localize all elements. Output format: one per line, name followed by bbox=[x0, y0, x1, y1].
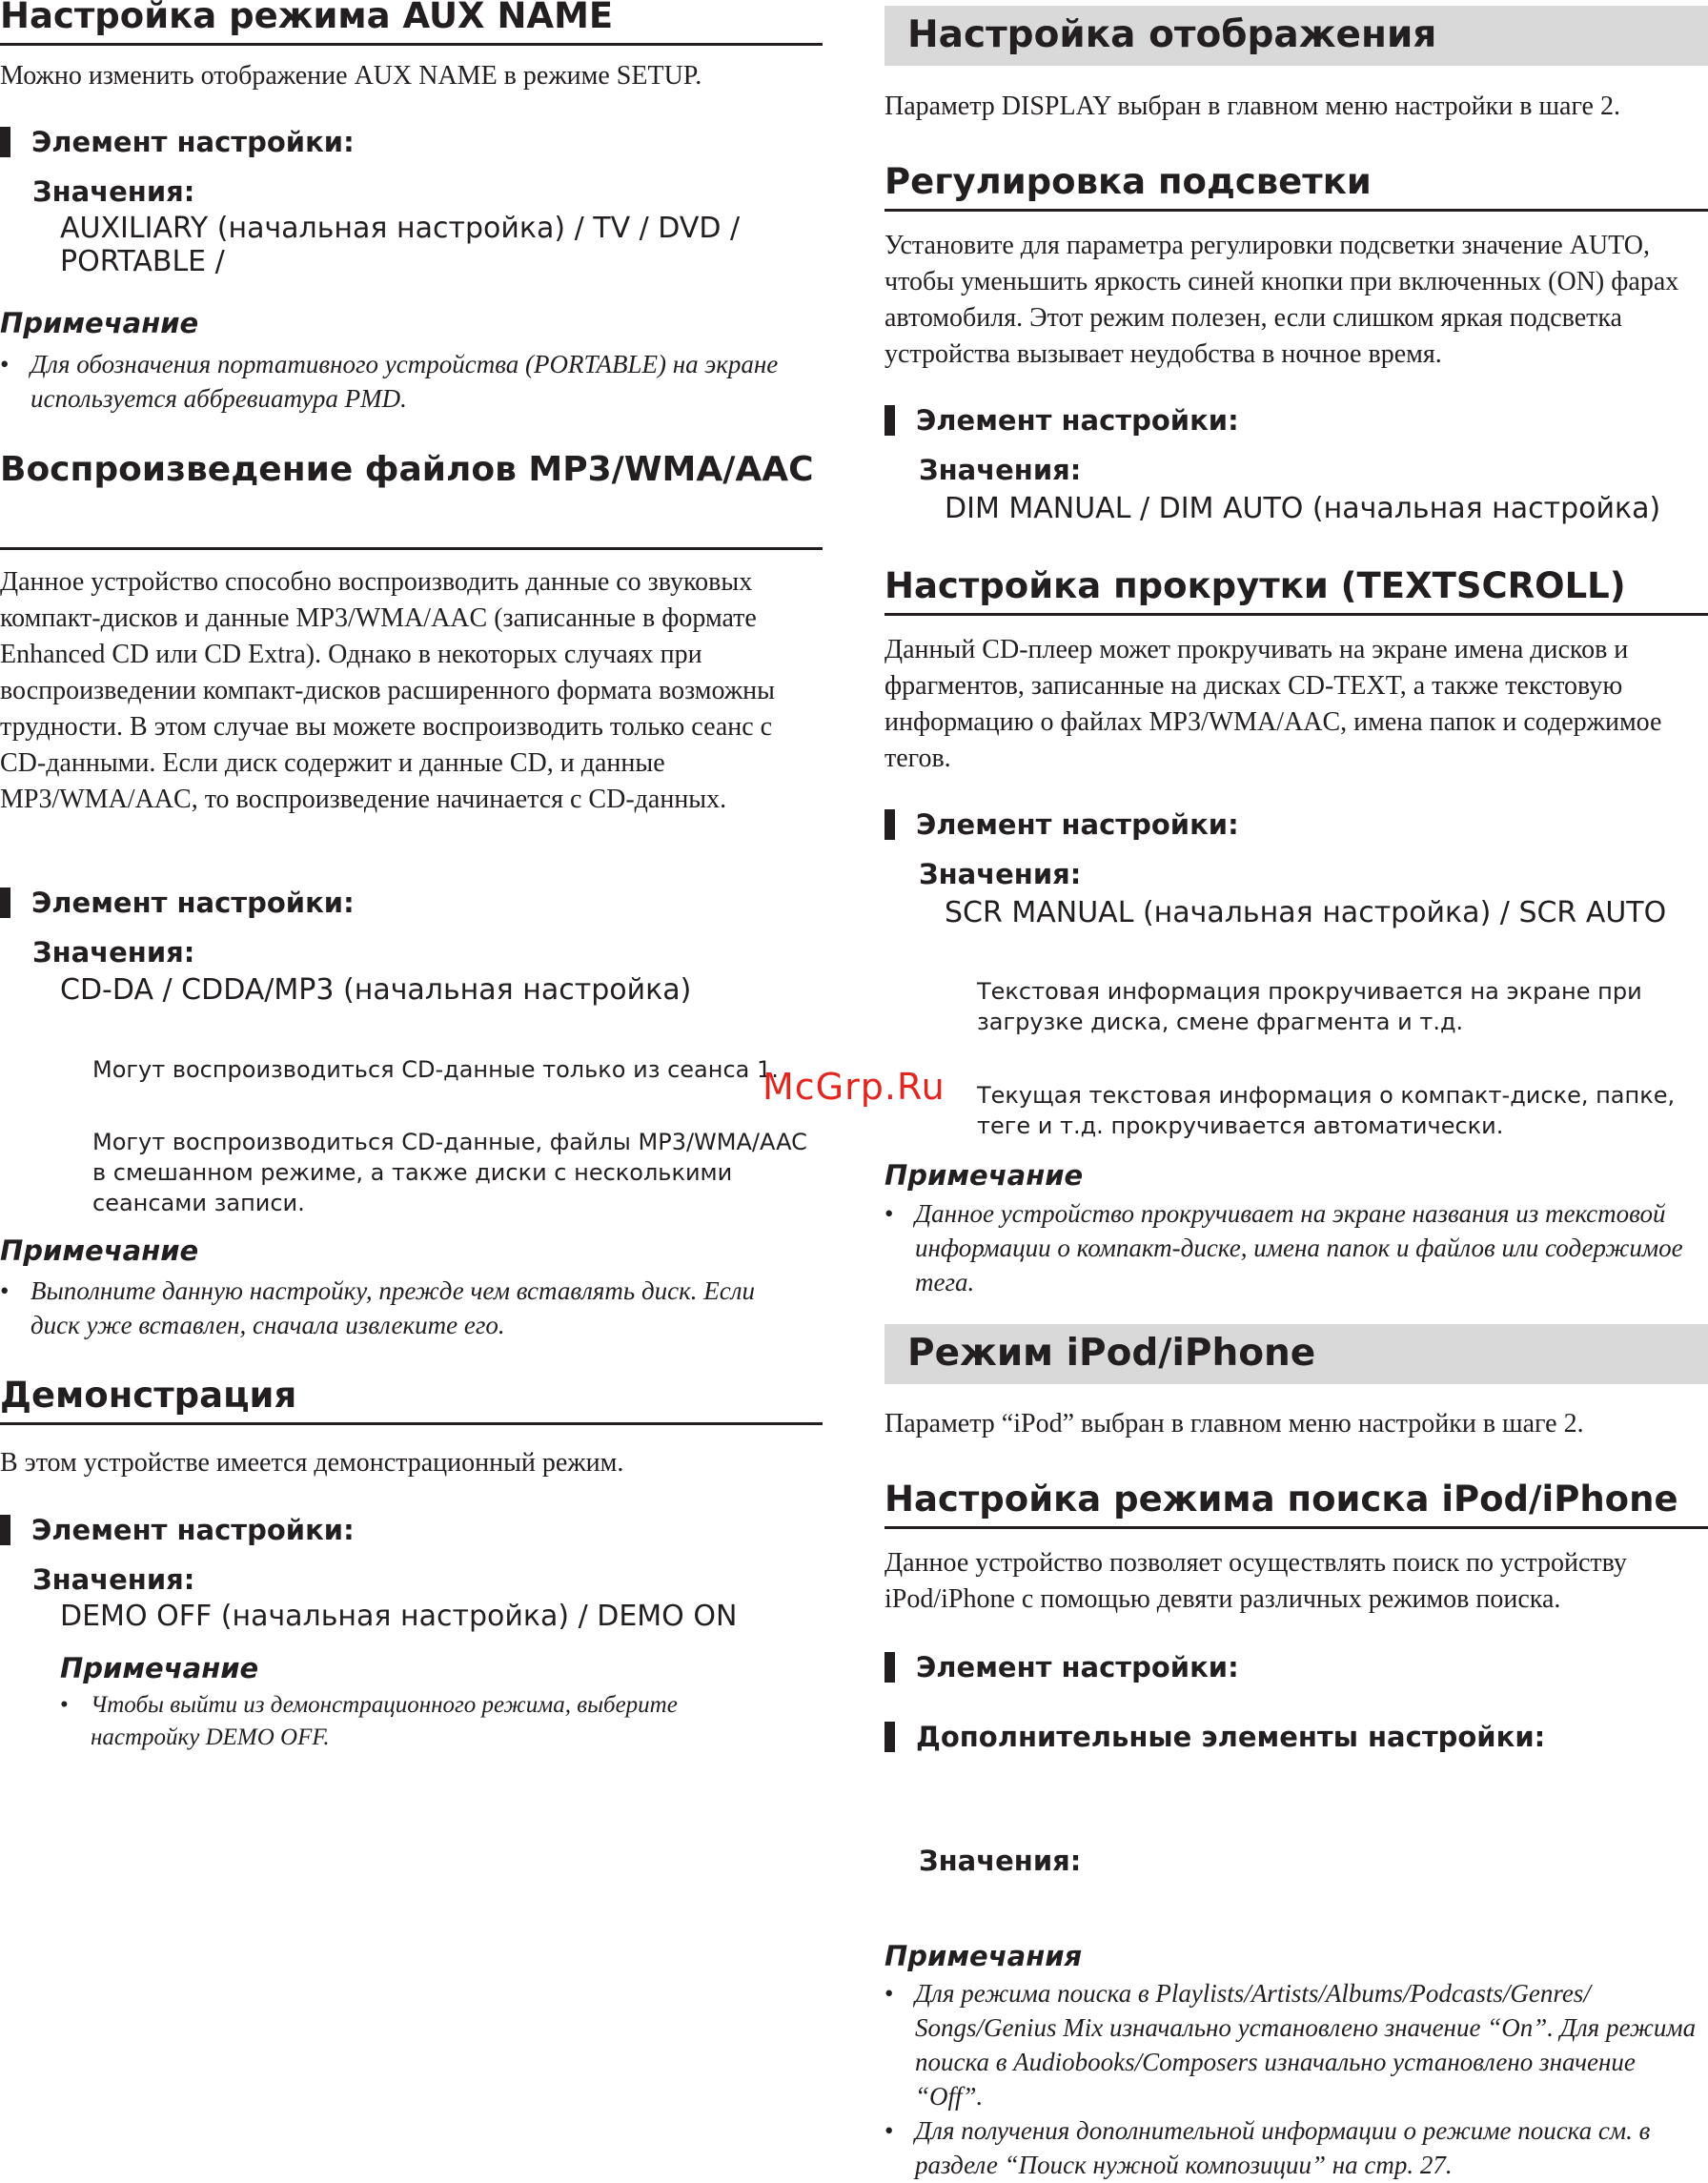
mp3-heading: Воспроизведение файлов MP3/WMA/AAC bbox=[0, 450, 823, 550]
search-heading: Настройка режима поиска iPod/iPhone bbox=[884, 1479, 1708, 1529]
item-marker bbox=[884, 809, 895, 840]
dimmer-item-label: Элемент настройки: bbox=[916, 404, 1239, 437]
ipod-bar-heading: Режим iPod/iPhone bbox=[884, 1324, 1708, 1384]
item-marker bbox=[0, 1515, 10, 1545]
demo-intro: В этом устройстве имеется демонстрационный режим. bbox=[0, 1448, 624, 1478]
search-setting-item bbox=[884, 1651, 1239, 1683]
mp3-setting-item bbox=[0, 887, 355, 919]
item-marker bbox=[0, 887, 10, 918]
demo-heading: Демонстрация bbox=[0, 1376, 823, 1425]
scroll-body: Данный CD-плеер может прокручивать на экране имена дисков и фрагментов, записанные на дисках CD-TEXT, а также текстовую информацию о файлах MP3/WMA/AAC, имена папок и содержимое тегов. bbox=[884, 635, 1662, 773]
mp3-desc-2: Могут воспроизводиться CD-данные, файлы MP3/WMA/AAC в смешанном режиме, а также диски с несколькими сеансами записи. bbox=[92, 1129, 807, 1216]
aux-name-intro: Можно изменить отображение AUX NAME в режиме SETUP. bbox=[0, 61, 702, 91]
item-marker bbox=[884, 1722, 895, 1752]
aux-values-label: Значения: bbox=[32, 175, 195, 208]
aux-setting-item bbox=[0, 126, 355, 158]
mp3-item-label: Элемент настройки: bbox=[31, 887, 355, 919]
search-item-label: Элемент настройки: bbox=[916, 1651, 1239, 1683]
bullet-icon: • bbox=[884, 1199, 894, 1228]
bullet-icon: • bbox=[60, 1692, 69, 1718]
scroll-note bbox=[884, 1196, 1708, 1299]
mp3-values-label: Значения: bbox=[32, 936, 195, 969]
scroll-values: SCR MANUAL (начальная настройка) / SCR AUTO bbox=[945, 896, 1667, 929]
scroll-note-heading: Примечание bbox=[884, 1159, 1084, 1192]
dimmer-values-label: Значения: bbox=[919, 454, 1082, 486]
demo-values-label: Значения: bbox=[32, 1563, 195, 1596]
aux-note-heading: Примечание bbox=[0, 307, 199, 339]
search-values-label: Значения: bbox=[919, 1845, 1082, 1877]
bullet-icon: • bbox=[884, 2116, 894, 2145]
aux-note-text: Для обозначения портативного устройства (PORTABLE) на экране используется аббревиатура PMD. bbox=[30, 350, 779, 413]
item-marker bbox=[884, 1652, 895, 1683]
search-extra-item bbox=[884, 1721, 1545, 1753]
aux-values: AUXILIARY (начальная настройка) / TV / DVD / PORTABLE / bbox=[60, 212, 741, 278]
item-marker bbox=[884, 405, 895, 436]
search-note-1 bbox=[884, 1976, 1708, 2113]
mp3-body: Данное устройство способно воспроизводить данные со звуковых компакт-дисков и данные MP3/WMA/AAC (записанные в формате Enhanced CD или CD Extra). Однако в некоторых случаях при воспроизведении компакт-дисков расширенного формата возможны трудности. В этом случае вы можете воспроизводить только сеанс с CD-данными. Если диск содержит и данные CD, и данные MP3/WMA/AAC, то воспроизведение начинается с CD-данных. bbox=[0, 567, 775, 814]
bullet-icon: • bbox=[0, 350, 10, 378]
demo-values: DEMO OFF (начальная настройка) / DEMO ON bbox=[60, 1600, 738, 1633]
aux-item-label: Элемент настройки: bbox=[31, 126, 355, 158]
scroll-values-label: Значения: bbox=[919, 858, 1082, 890]
display-intro: Параметр DISPLAY выбран в главном меню настройки в шаге 2. bbox=[884, 92, 1620, 121]
search-note-1-text: Для режима поиска в Playlists/Artists/Albums/Podcasts/Genres/ Songs/Genius Mix изначально установлено значение “On”. Для режима поиска в Audiobooks/Composers изначально установлено значение “Off”. bbox=[915, 1979, 1697, 2111]
search-body: Данное устройство позволяет осуществлять поиск по устройству iPod/iPhone с помощью девяти различных режимов поиска. bbox=[884, 1548, 1627, 1614]
ipod-intro: Параметр “iPod” выбран в главном меню настройки в шаге 2. bbox=[884, 1409, 1584, 1438]
display-bar-heading: Настройка отображения bbox=[884, 6, 1708, 66]
dimmer-values: DIM MANUAL / DIM AUTO (начальная настройка) bbox=[945, 492, 1661, 525]
scroll-note-text: Данное устройство прокручивает на экране названия из текстовой информации о компакт-диске, имена папок и файлов или содержимое тега. bbox=[915, 1199, 1683, 1296]
scroll-desc-2: Текущая текстовая информация о компакт-диске, папке, теге и т.д. прокручивается автоматически. bbox=[977, 1082, 1676, 1139]
search-note-heading: Примечания bbox=[884, 1940, 1083, 1972]
search-extra-label: Дополнительные элементы настройки: bbox=[916, 1721, 1546, 1753]
demo-note-heading: Примечание bbox=[60, 1652, 259, 1684]
scroll-desc-1: Текстовая информация прокручивается на экране при загрузке диска, смене фрагмента и т.д. bbox=[977, 978, 1642, 1035]
demo-setting-item bbox=[0, 1514, 355, 1546]
bullet-icon: • bbox=[884, 1979, 894, 2008]
search-note-2-text: Для получения дополнительной информации о режиме поиска см. в разделе “Поиск нужной композиции” на стр. 27. bbox=[915, 2116, 1651, 2179]
search-note-2 bbox=[884, 2113, 1708, 2182]
demo-item-label: Элемент настройки: bbox=[31, 1514, 355, 1546]
dimmer-body: Установите для параметра регулировки подсветки значение AUTO, чтобы уменьшить яркость синей кнопки при включенных (ON) фарах автомобиля. Этот режим полезен, если слишком яркая подсветка устройства вызывает неудобства в ночное время. bbox=[884, 231, 1679, 369]
mp3-values: CD-DA / CDDA/MP3 (начальная настройка) bbox=[60, 973, 692, 1007]
scroll-heading: Настройка прокрутки (TEXTSCROLL) bbox=[884, 566, 1708, 616]
dimmer-setting-item bbox=[884, 404, 1239, 437]
item-marker bbox=[0, 127, 10, 157]
mp3-note bbox=[0, 1274, 791, 1342]
mp3-note-heading: Примечание bbox=[0, 1234, 199, 1267]
mp3-note-text: Выполните данную настройку, прежде чем вставлять диск. Если диск уже вставлен, сначала извлеките его. bbox=[30, 1276, 755, 1339]
aux-name-heading: Настройка режима AUX NAME bbox=[0, 0, 823, 46]
scroll-item-label: Элемент настройки: bbox=[916, 808, 1239, 841]
dimmer-heading: Регулировка подсветки bbox=[884, 162, 1708, 212]
watermark: McGrp.Ru bbox=[762, 1066, 946, 1108]
demo-note-text: Чтобы выйти из демонстрационного режима, выберите настройку DEMO OFF. bbox=[91, 1692, 678, 1750]
mp3-desc-1: Могут воспроизводиться CD-данные только из сеанса 1. bbox=[92, 1056, 779, 1083]
aux-note bbox=[0, 347, 791, 416]
demo-note bbox=[60, 1689, 784, 1754]
bullet-icon: • bbox=[0, 1276, 10, 1305]
scroll-setting-item bbox=[884, 808, 1239, 841]
